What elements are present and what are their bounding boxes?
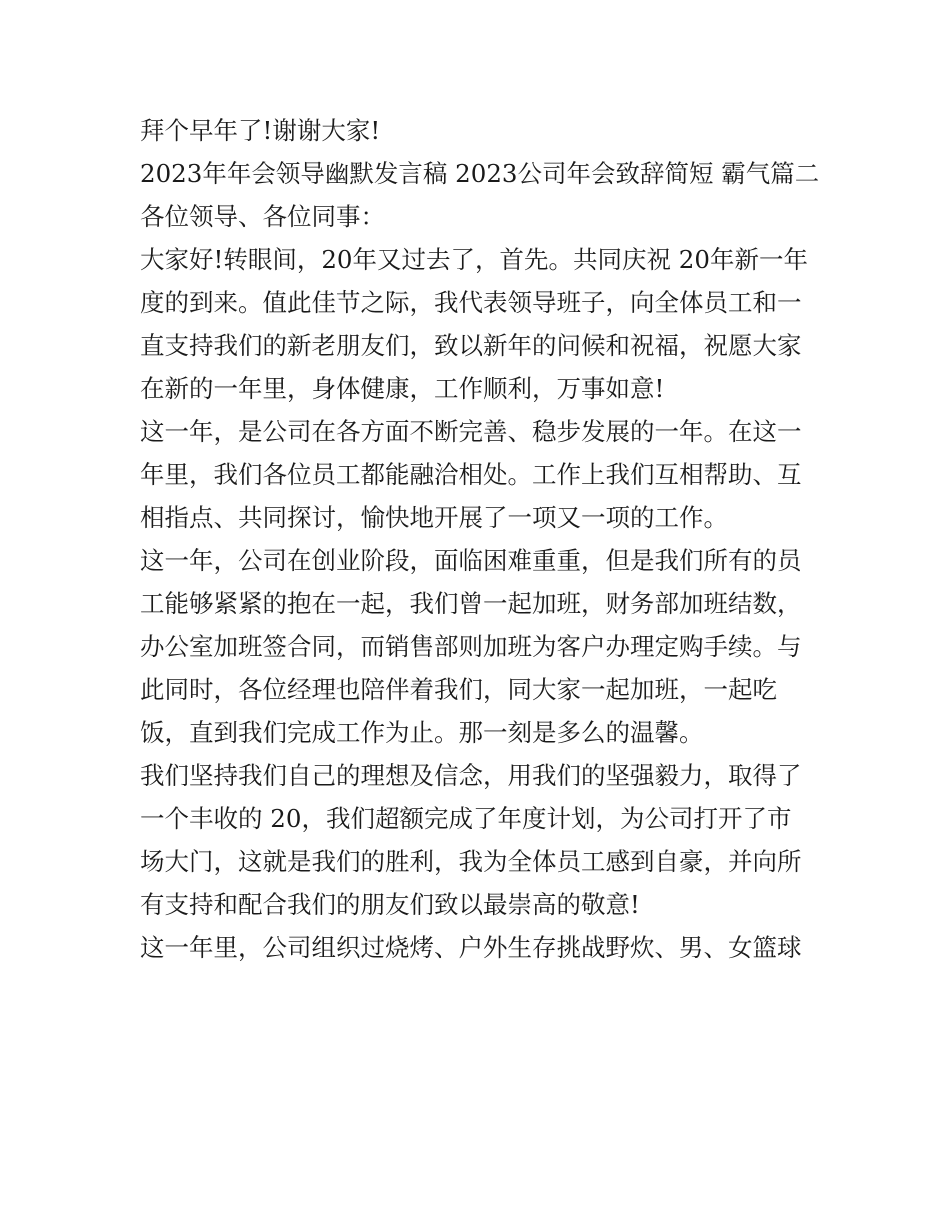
paragraph-line: 此同时，各位经理也陪伴着我们，同大家一起加班，一起吃 bbox=[140, 675, 777, 704]
document-body bbox=[140, 109, 820, 969]
section-title: 2023年年会领导幽默发言稿 2023公司年会致辞简短 霸气篇二 bbox=[140, 159, 820, 188]
paragraph-line: 场大门，这就是我们的胜利，我为全体员工感到自豪，并向所 bbox=[140, 847, 802, 876]
paragraph-line: 这一年，公司在创业阶段，面临困难重重，但是我们所有的员 bbox=[140, 546, 802, 575]
paragraph-line: 在新的一年里，身体健康，工作顺利，万事如意! bbox=[140, 374, 665, 403]
paragraph-line: 一个丰收的 20，我们超额完成了年度计划，为公司打开了市 bbox=[140, 804, 792, 833]
paragraph-line: 我们坚持我们自己的理想及信念，用我们的坚强毅力，取得了 bbox=[140, 761, 802, 790]
paragraph-line: 相指点、共同探讨，愉快地开展了一项又一项的工作。 bbox=[140, 503, 728, 532]
paragraph-line: 年里，我们各位员工都能融洽相处。工作上我们互相帮助、互 bbox=[140, 460, 802, 489]
paragraph-line: 这一年，是公司在各方面不断完善、稳步发展的一年。在这一 bbox=[140, 417, 802, 446]
paragraph-line: 有支持和配合我们的朋友们致以最崇高的敬意! bbox=[140, 890, 640, 919]
salutation: 各位领导、各位同事： bbox=[140, 202, 385, 231]
paragraph-line: 工能够紧紧的抱在一起，我们曾一起加班，财务部加班结数， bbox=[140, 589, 802, 618]
paragraph-line: 度的到来。值此佳节之际，我代表领导班子，向全体员工和一 bbox=[140, 288, 802, 317]
paragraph-line: 办公室加班签合同，而销售部则加班为客户办理定购手续。与 bbox=[140, 632, 802, 661]
closing-line: 拜个早年了!谢谢大家! bbox=[140, 116, 381, 145]
paragraph-line: 这一年里，公司组织过烧烤、户外生存挑战野炊、男、女篮球 bbox=[140, 933, 802, 962]
paragraph-line: 大家好!转眼间，20年又过去了，首先。共同庆祝 20年新一年 bbox=[140, 245, 808, 274]
paragraph-line: 直支持我们的新老朋友们，致以新年的问候和祝福，祝愿大家 bbox=[140, 331, 802, 360]
paragraph-line: 饭，直到我们完成工作为止。那一刻是多么的温馨。 bbox=[140, 718, 704, 747]
